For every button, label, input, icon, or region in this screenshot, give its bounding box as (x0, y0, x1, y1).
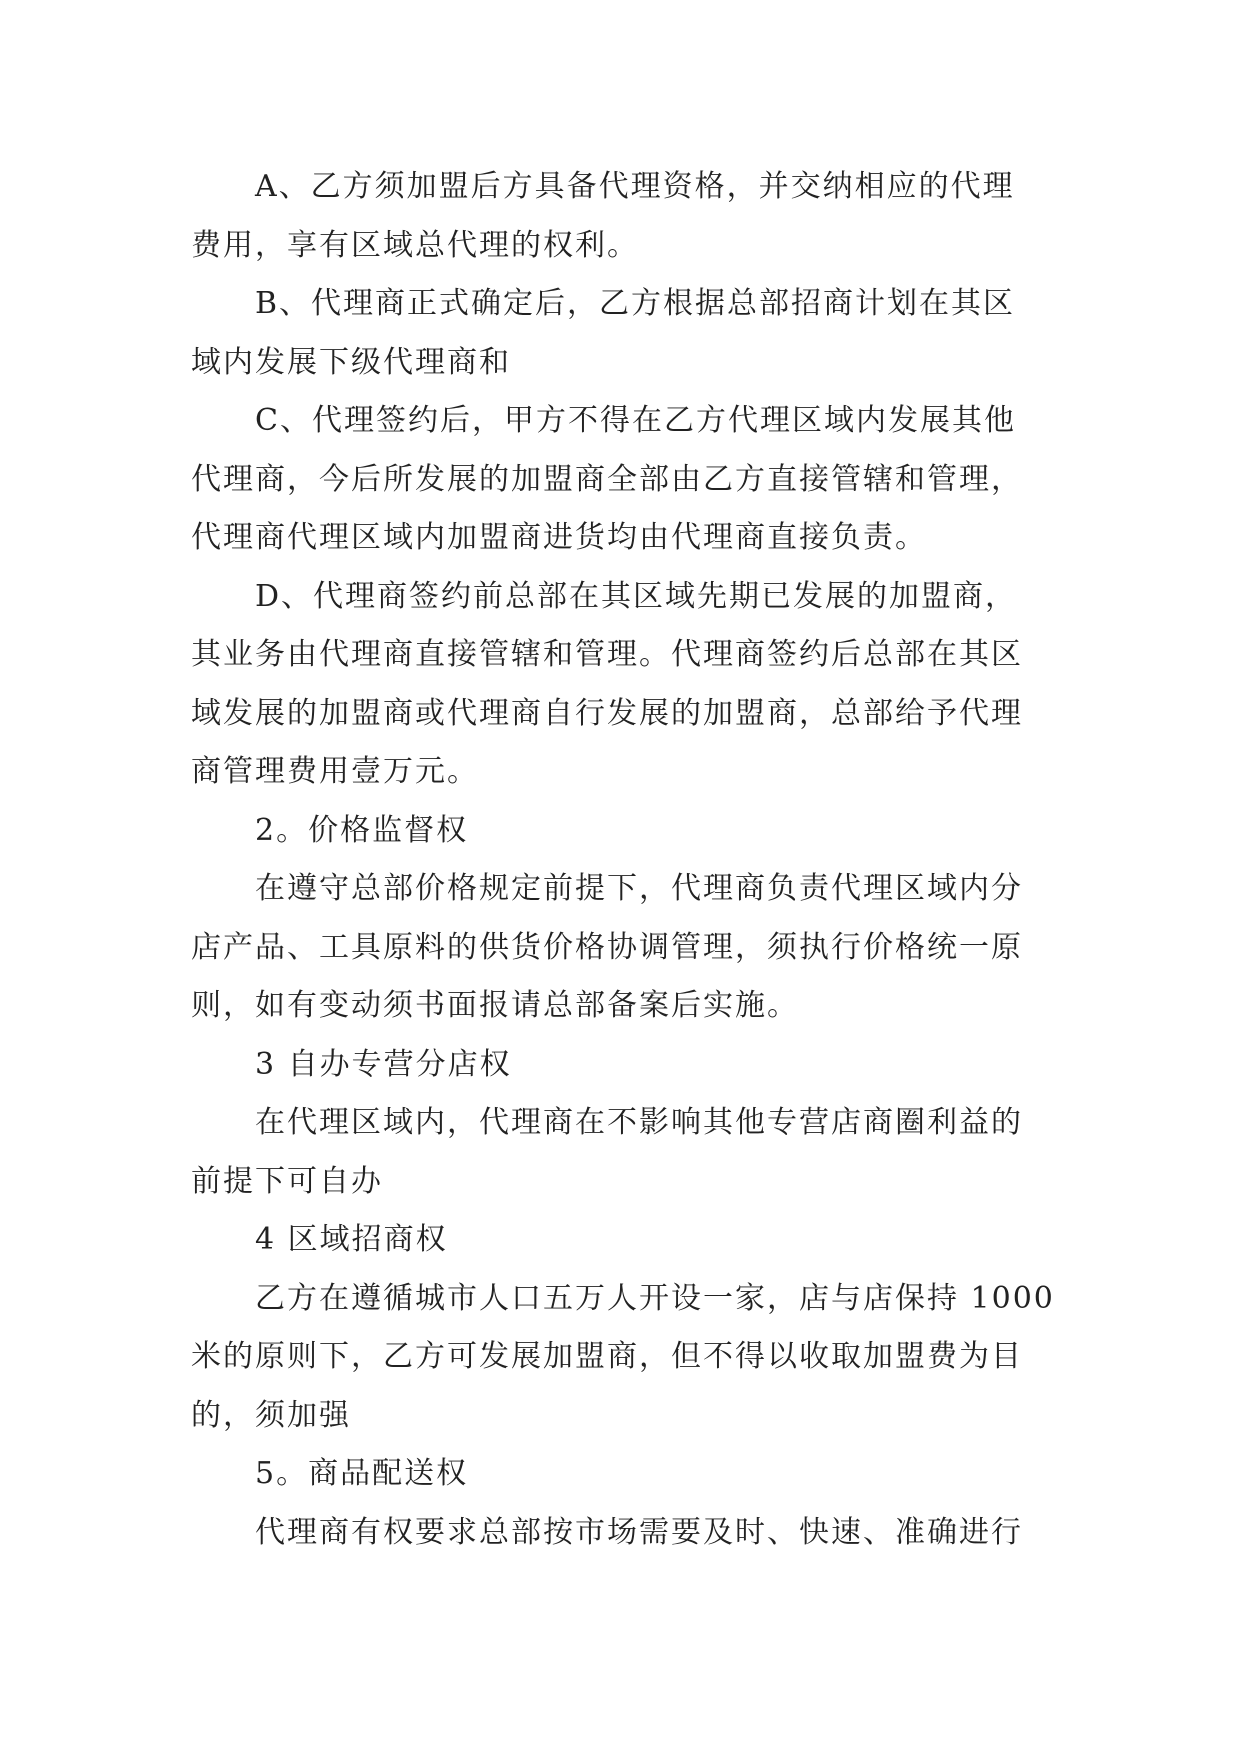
text-line: 代理商有权要求总部按市场需要及时、快速、准确进行 (255, 1514, 1023, 1550)
text-line: 代理商，今后所发展的加盟商全部由乙方直接管辖和管理， (191, 461, 1023, 497)
section-heading-own-stores (191, 1036, 1051, 1095)
paragraph-clause-d (191, 568, 1051, 802)
paragraph-delivery (191, 1504, 1051, 1563)
text-line: 2。价格监督权 (255, 812, 469, 848)
text-line: 费用，享有区域总代理的权利。 (191, 227, 639, 263)
text-line: 则，如有变动须书面报请总部备案后实施。 (191, 988, 799, 1023)
text-line: 4 区域招商权 (255, 1222, 448, 1257)
text-line: 在代理区域内，代理商在不影响其他专营店商圈利益的 (255, 1105, 1023, 1140)
paragraph-own-stores (191, 1094, 1051, 1211)
section-heading-price-supervision (191, 802, 1051, 861)
section-heading-regional-recruitment (191, 1211, 1051, 1270)
text-line: 的，须加强 (191, 1397, 351, 1433)
paragraph-price-supervision (191, 860, 1051, 1036)
section-heading-delivery (191, 1445, 1051, 1504)
text-line: 代理商代理区域内加盟商进货均由代理商直接负责。 (191, 520, 927, 555)
text-line: 在遵守总部价格规定前提下，代理商负责代理区域内分 (255, 871, 1023, 906)
paragraph-clause-b (191, 275, 1051, 392)
text-line: 5。商品配送权 (255, 1456, 469, 1491)
text-line: 域发展的加盟商或代理商自行发展的加盟商，总部给予代理 (191, 695, 1023, 731)
text-line: A、乙方须加盟后方具备代理资格，并交纳相应的代理 (255, 169, 1015, 204)
paragraph-clause-c (191, 392, 1051, 568)
text-line: 米的原则下，乙方可发展加盟商，但不得以收取加盟费为目 (191, 1339, 1023, 1374)
text-line: 其业务由代理商直接管辖和管理。代理商签约后总部在其区 (191, 637, 1023, 672)
paragraph-clause-a (191, 158, 1051, 275)
text-line: 域内发展下级代理商和 (191, 344, 511, 380)
text-line: 店产品、工具原料的供货价格协调管理，须执行价格统一原 (191, 929, 1023, 965)
text-line: 商管理费用壹万元。 (191, 754, 479, 789)
text-line: 前提下可自办 (191, 1163, 383, 1199)
text-line: 乙方在遵循城市人口五万人开设一家，店与店保持 1000 (255, 1280, 1055, 1316)
text-line: C、代理签约后，甲方不得在乙方代理区域内发展其他 (255, 403, 1016, 438)
text-line: D、代理商签约前总部在其区域先期已发展的加盟商， (255, 578, 1018, 614)
text-line: 3 自办专营分店权 (255, 1046, 512, 1082)
paragraph-regional-recruitment (191, 1270, 1055, 1446)
document-body (191, 158, 1055, 1562)
text-line: B、代理商正式确定后，乙方根据总部招商计划在其区 (255, 286, 1016, 321)
